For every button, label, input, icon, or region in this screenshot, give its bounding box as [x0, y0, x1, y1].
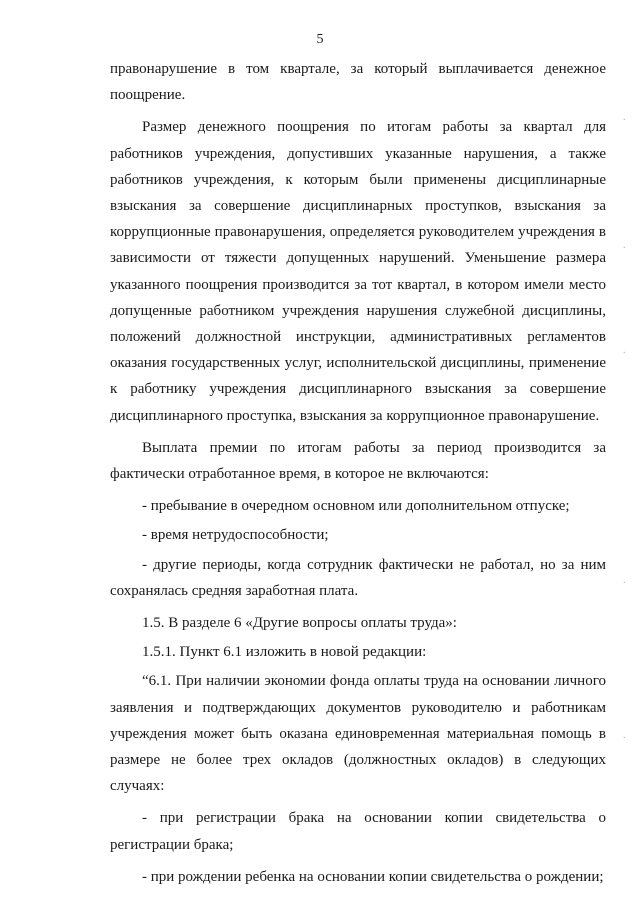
list-item-marriage: - при регистрации брака на основании копии свидетельства о регистрации брака; [110, 810, 606, 853]
list-item-vacation: - пребывание в очередном основном или дополнительном отпуске; [142, 498, 570, 515]
margin-mark: . [623, 730, 626, 741]
paragraph-bonus-payment: Выплата премии по итогам работы за период производится за фактически отработанное время, в которое не включаются: [110, 439, 606, 483]
paragraph-bonus-size: Размер денежного поощрения по итогам работы за квартал для работников учреждения, допустивших указанные нарушения, а также работников учреждения, к которым были применены дисциплинарные взыскания за совершение дисциплинарных проступков, взыскания за коррупционные правонарушения, определяется руководителем учреждения в зависимости от тяжести допущенных нарушений. Уменьшение размера указанного поощрения производится за тот квартал, в котором имели место допущенные работником учреждения нарушения служебной дисциплины, положений должностной инструкции, административных регламентов оказания государственных услуг, исполнительской дисциплины, применение к работнику учреждения дисциплинарного взыскания за совершение дисциплинарного проступка, взыскания за коррупционное правонарушение. [110, 119, 606, 424]
section-heading-1-5-1: 1.5.1. Пункт 6.1 изложить в новой редакции: [142, 644, 427, 661]
list-item-child-birth: - при рождении ребенка на основании копии свидетельства о рождении; [142, 868, 604, 885]
margin-mark: . [623, 575, 626, 586]
list-item-sick-leave: - время нетрудоспособности; [142, 527, 329, 544]
margin-mark: . [623, 240, 626, 251]
margin-mark: . [623, 345, 626, 356]
section-heading-1-5: 1.5. В разделе 6 «Другие вопросы оплаты труда»: [142, 615, 457, 632]
document-body [110, 56, 606, 896]
list-item-other-periods: - другие периоды, когда сотрудник фактически не работал, но за ним сохранялась средняя заработная плата. [110, 556, 606, 599]
paragraph-6-1: “6.1. При наличии экономии фонда оплаты труда на основании личного заявления и подтверждающих документов руководителю и работникам учреждения может быть оказана единовременная материальная помощь в размере не более трех окладов (должностных окладов) в следующих случаях: [110, 673, 606, 795]
page-number: 5 [316, 32, 324, 47]
paragraph-continuation: правонарушение в том квартале, за который выплачивается денежное поощрение. [110, 61, 606, 104]
margin-mark: . [623, 112, 626, 123]
